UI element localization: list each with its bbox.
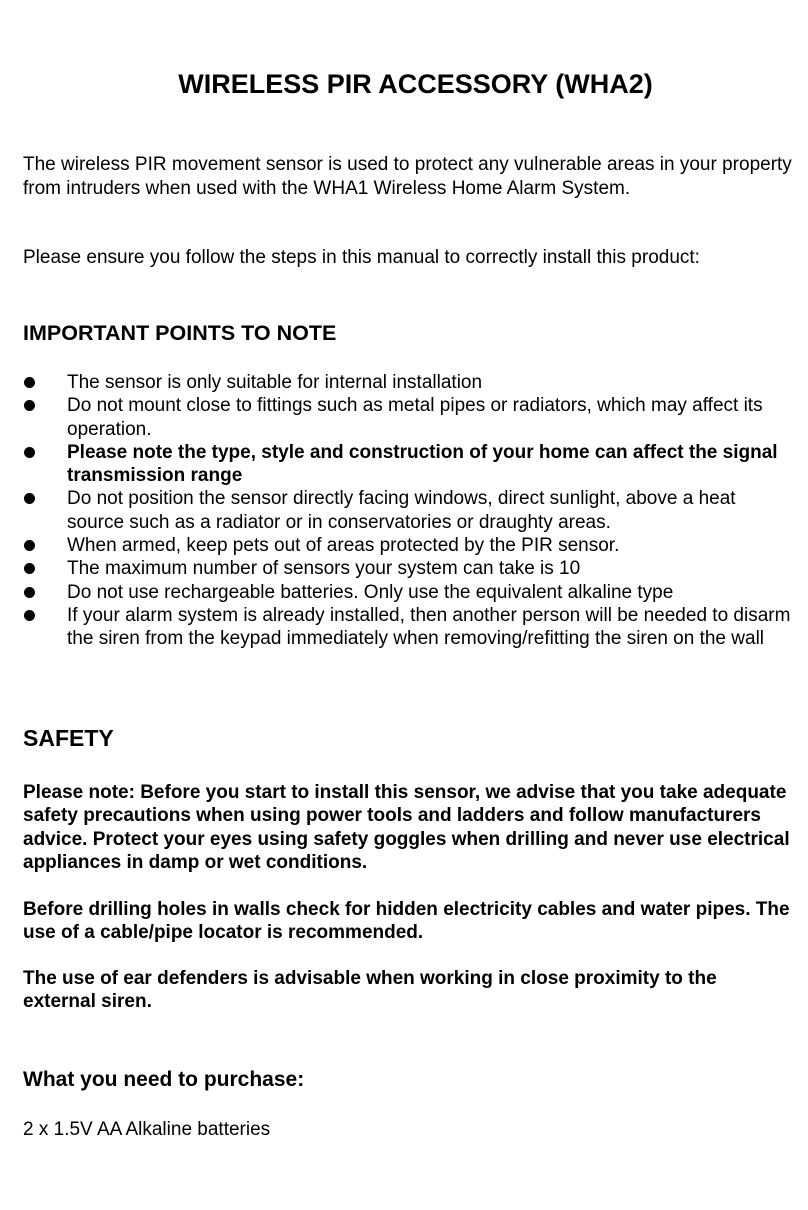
bullet-icon [24, 400, 35, 411]
list-item [23, 557, 793, 580]
page-title: WIRELESS PIR ACCESSORY (WHA2) [178, 69, 653, 99]
list-item [23, 534, 793, 557]
bullet-icon [24, 587, 35, 598]
list-item-text: Do not use rechargeable batteries. Only use the equivalent alkaline type [67, 581, 674, 603]
important-points-list [23, 371, 793, 651]
list-item [23, 487, 793, 534]
list-item-text: Please note the type, style and construction of your home can affect the signal transmission range [67, 441, 778, 487]
purchase-heading: What you need to purchase: [23, 1068, 305, 1091]
bullet-icon [24, 563, 35, 574]
safety-paragraph-precautions: Please note: Before you start to install this sensor, we advise that you take adequate safety precautions when using power tools and ladders and follow manufacturers advice. Protect your eyes using safety goggles when drilling and never use electrical appliances in damp or wet conditions. [23, 782, 790, 874]
bullet-icon [24, 377, 35, 388]
important-heading: IMPORTANT POINTS TO NOTE [23, 321, 337, 345]
list-item-text: The sensor is only suitable for internal installation [67, 372, 483, 393]
safety-paragraph-ear-defenders: The use of ear defenders is advisable when working in close proximity to the external siren. [23, 968, 717, 1013]
intro-paragraph: The wireless PIR movement sensor is used to protect any vulnerable areas in your property from intruders when used with the WHA1 Wireless Home Alarm System. [23, 154, 792, 199]
bullet-icon [24, 540, 35, 551]
bullet-icon [24, 493, 35, 504]
bullet-icon [24, 610, 35, 621]
list-item-text: When armed, keep pets out of areas protected by the PIR sensor. [67, 535, 620, 557]
list-item [23, 441, 793, 488]
safety-heading: SAFETY [23, 725, 114, 751]
bullet-icon [24, 447, 35, 458]
list-item-text: The maximum number of sensors your system can take is 10 [67, 558, 581, 580]
safety-paragraph-drilling: Before drilling holes in walls check for hidden electricity cables and water pipes. The use of a cable/pipe locator is recommended. [23, 899, 790, 944]
list-item [23, 604, 793, 651]
ensure-paragraph: Please ensure you follow the steps in this manual to correctly install this product: [23, 247, 700, 268]
list-item [23, 371, 793, 394]
list-item [23, 394, 793, 441]
list-item [23, 581, 793, 604]
list-item-text: If your alarm system is already installed, then another person will be needed to disarm the siren from the keypad immediately when removing/refitting the siren on the wall [67, 604, 791, 650]
list-item-text: Do not position the sensor directly facing windows, direct sunlight, above a heat source such as a radiator or in conservatories or draughty areas. [67, 488, 736, 533]
list-item-text: Do not mount close to fittings such as metal pipes or radiators, which may affect its operation. [67, 395, 763, 440]
purchase-item: 2 x 1.5V AA Alkaline batteries [23, 1119, 271, 1140]
